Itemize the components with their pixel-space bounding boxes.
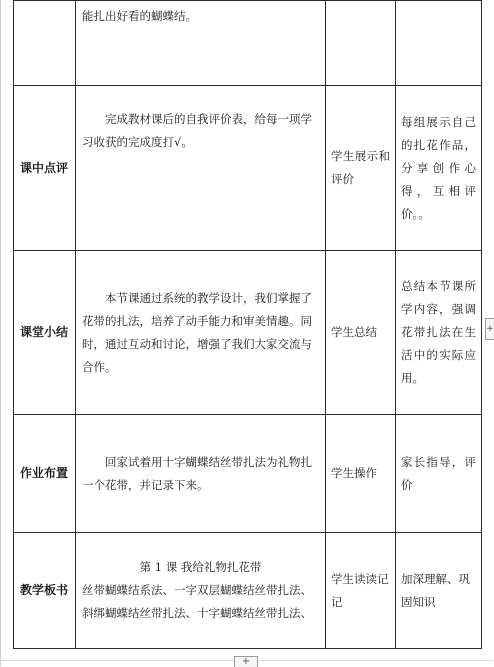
add-row-button[interactable]: + — [234, 656, 258, 667]
content-text: 回家试着用十字蝴蝶结丝带扎法为礼物扎一个花带，并记录下来。 — [82, 454, 312, 492]
content-text: 完成教材课后的自我评价表，给每一项学习收获的完成度打√。 — [82, 112, 312, 149]
table-row — [14, 251, 482, 415]
content-cell — [76, 251, 326, 415]
content-text: 本节课通过系统的教学设计，我们掌握了花带的扎法，培养了动手能力和审美情趣。同时，通过互动和讨论，增强了我们大家交流与合作。 — [82, 290, 312, 374]
lesson-plan-table — [13, 0, 482, 649]
content-cell — [76, 533, 326, 649]
student-activity-text: 学生展示和评价 — [331, 149, 390, 186]
content-text: 丝带蝴蝶结系法、一字双层蝴蝶结丝带扎法、斜绑蝴蝶结丝带扎法、十字蝴蝶结丝带扎法、 — [82, 583, 312, 620]
design-intent-text: 家长指导，评价 — [401, 454, 476, 492]
design-intent-cell: 加深理解、巩固知识 — [396, 533, 482, 649]
board-title: 第 1 课 我给礼物扎花带 — [139, 560, 262, 574]
design-intent-cell — [396, 415, 482, 533]
content-cell — [76, 415, 326, 533]
table-row — [14, 1, 482, 86]
student-activity-cell — [326, 1, 396, 86]
stage-cell — [14, 1, 76, 86]
stage-cell: 课堂小结 — [14, 251, 76, 415]
design-intent-text: 总结本节课所学内容，强调花带扎法在生活中的实际应用。 — [401, 279, 476, 385]
design-intent-cell — [396, 1, 482, 86]
student-activity-cell: 学生读读记记 — [326, 533, 396, 649]
design-intent-cell — [396, 86, 482, 251]
stage-cell: 作业布置 — [14, 415, 76, 533]
design-intent-cell — [396, 251, 482, 415]
content-text: 能扎出好看的蝴蝶结。 — [82, 9, 197, 23]
table-row — [14, 415, 482, 533]
stage-cell: 课中点评 — [14, 86, 76, 251]
side-expand-tab[interactable]: + — [485, 318, 494, 340]
content-cell — [76, 86, 326, 251]
content-cell — [76, 1, 326, 86]
student-activity-cell — [326, 86, 396, 251]
table-row — [14, 533, 482, 649]
design-intent-text: 每组展示自己的扎花作品，分享创作心得，互相评价。。 — [401, 114, 476, 221]
stage-cell: 教学板书 — [14, 533, 76, 649]
page-left-edge — [0, 0, 1, 666]
table-row — [14, 86, 482, 251]
student-activity-cell: 学生总结 — [326, 251, 396, 415]
student-activity-cell: 学生操作 — [326, 415, 396, 533]
